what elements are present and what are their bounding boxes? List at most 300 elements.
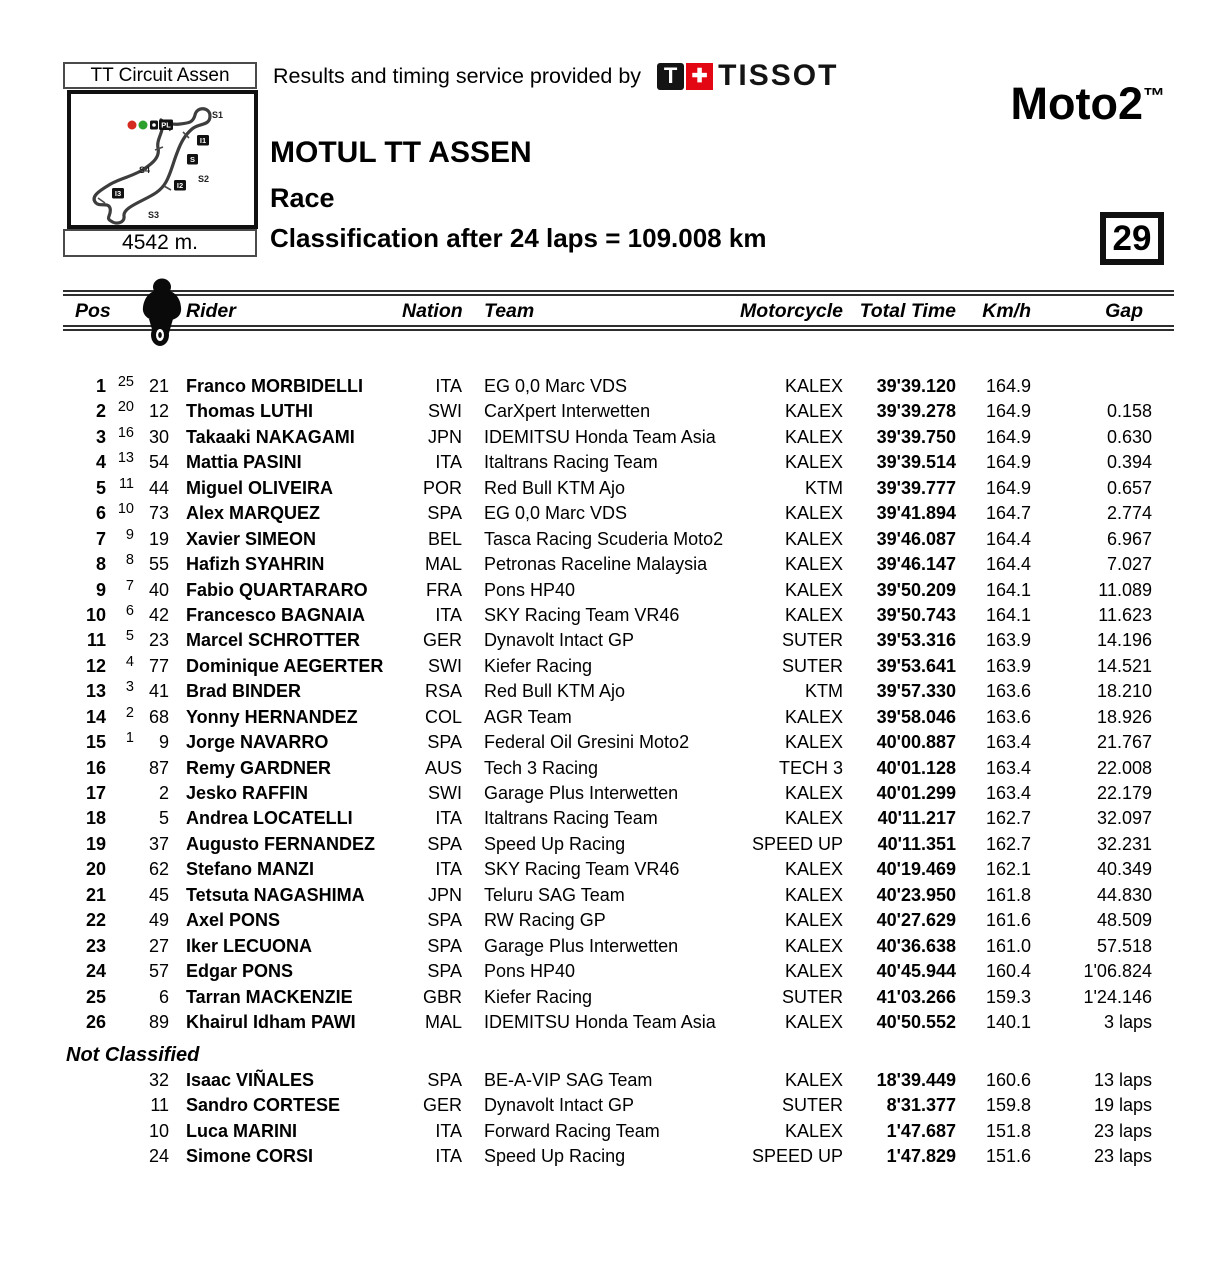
event-title: MOTUL TT ASSEN bbox=[270, 136, 532, 169]
tissot-wordmark: TISSOT bbox=[718, 59, 839, 92]
cell-motorcycle: SUTER bbox=[781, 1095, 843, 1116]
cell-team: Dynavolt Intact GP bbox=[484, 630, 635, 651]
cell-position: 4 bbox=[95, 452, 106, 473]
cell-rider-name: Xavier SIMEON bbox=[186, 528, 317, 549]
cell-total-time: 39'46.087 bbox=[876, 528, 956, 549]
cell-points bbox=[106, 1115, 134, 1140]
cell-total-time: 40'11.351 bbox=[877, 833, 956, 854]
table-header-row bbox=[63, 296, 1174, 326]
cell-points: 8 bbox=[125, 552, 134, 569]
table-row bbox=[63, 806, 1174, 831]
svg-text:I3: I3 bbox=[114, 189, 122, 198]
cell-rider-name: Yonny HERNANDEZ bbox=[186, 706, 358, 727]
cell-kmh: 160.6 bbox=[985, 1070, 1031, 1090]
cell-team: BE-A-VIP SAG Team bbox=[484, 1070, 653, 1090]
cell-team: Dynavolt Intact GP bbox=[484, 1095, 635, 1116]
cell-position: 10 bbox=[85, 604, 106, 625]
cell-rider-number: 2 bbox=[158, 783, 169, 803]
table-row bbox=[63, 399, 1174, 424]
cell-gap: 11.623 bbox=[1098, 604, 1152, 625]
header-team: Team bbox=[484, 300, 535, 322]
cell-kmh: 162.1 bbox=[985, 859, 1031, 880]
cell-motorcycle: KALEX bbox=[784, 503, 843, 524]
cell-rider-name: Miguel OLIVEIRA bbox=[186, 477, 334, 498]
cell-motorcycle: KALEX bbox=[784, 1120, 843, 1141]
table-row bbox=[63, 934, 1174, 959]
cell-rider-name: Edgar PONS bbox=[186, 961, 294, 982]
table-row bbox=[63, 832, 1174, 857]
cell-team: Italtrans Racing Team bbox=[484, 452, 658, 473]
cell-motorcycle: TECH 3 bbox=[778, 757, 843, 778]
table-row bbox=[63, 985, 1174, 1010]
intermediate-3-label bbox=[112, 188, 124, 199]
cell-position: 23 bbox=[85, 935, 106, 956]
cell-kmh: 164.9 bbox=[985, 401, 1031, 422]
cell-points bbox=[106, 1064, 134, 1089]
cell-total-time: 40'19.469 bbox=[876, 859, 956, 880]
cell-nation: JPN bbox=[427, 884, 462, 905]
table-row bbox=[63, 908, 1174, 933]
table-row bbox=[63, 959, 1174, 984]
sector-2-label: S2 bbox=[198, 174, 210, 184]
cell-kmh: 159.8 bbox=[985, 1095, 1031, 1116]
cell-rider-number: 24 bbox=[148, 1146, 169, 1167]
cell-kmh: 163.4 bbox=[985, 783, 1031, 803]
cell-team: Garage Plus Interwetten bbox=[484, 935, 679, 956]
cell-kmh: 140.1 bbox=[985, 1011, 1031, 1032]
intermediate-2-label bbox=[174, 180, 186, 191]
table-row bbox=[63, 1068, 1174, 1093]
cell-kmh: 163.9 bbox=[985, 630, 1031, 651]
cell-kmh: 162.7 bbox=[985, 833, 1031, 854]
cell-motorcycle: SUTER bbox=[781, 655, 843, 676]
cell-kmh: 163.4 bbox=[985, 732, 1031, 753]
cell-rider-name: Thomas LUTHI bbox=[186, 401, 314, 422]
cell-nation: FRA bbox=[426, 579, 462, 600]
cell-rider-name: Mattia PASINI bbox=[186, 452, 302, 473]
cell-total-time: 40'01.128 bbox=[876, 757, 956, 778]
cell-kmh: 151.8 bbox=[985, 1120, 1031, 1141]
header-nation: Nation bbox=[402, 300, 463, 322]
table-row bbox=[63, 756, 1174, 781]
table-row bbox=[63, 1144, 1174, 1169]
cell-kmh: 164.9 bbox=[985, 452, 1031, 473]
cell-motorcycle: KALEX bbox=[784, 452, 843, 473]
cell-position: 25 bbox=[85, 986, 106, 1007]
cell-rider-number: 45 bbox=[148, 884, 169, 905]
sector-3-label: S3 bbox=[148, 210, 160, 220]
cell-rider-number: 41 bbox=[148, 681, 169, 702]
cell-kmh: 164.9 bbox=[985, 426, 1031, 447]
cell-position: 17 bbox=[85, 783, 106, 803]
cell-position bbox=[63, 1119, 106, 1144]
cell-motorcycle: KALEX bbox=[784, 910, 843, 931]
cell-gap: 32.097 bbox=[1096, 808, 1152, 829]
cell-motorcycle: KALEX bbox=[784, 554, 843, 575]
cell-total-time: 40'27.629 bbox=[876, 910, 956, 931]
cell-rider-number: 49 bbox=[148, 910, 169, 931]
cell-kmh: 164.9 bbox=[985, 477, 1031, 498]
cell-kmh: 164.4 bbox=[985, 554, 1031, 575]
track-length-box bbox=[63, 229, 257, 257]
cell-rider-number: 55 bbox=[148, 554, 169, 575]
cell-gap: 14.521 bbox=[1096, 655, 1152, 676]
cell-motorcycle: KALEX bbox=[784, 859, 843, 880]
cell-nation: BEL bbox=[427, 528, 462, 549]
cell-nation: SWI bbox=[428, 401, 462, 422]
cell-position: 1 bbox=[95, 376, 106, 396]
cell-rider-number: 77 bbox=[148, 655, 169, 676]
cell-team: EG 0,0 Marc VDS bbox=[484, 503, 628, 524]
cell-position bbox=[63, 1068, 106, 1093]
cell-points: 7 bbox=[125, 577, 134, 594]
cell-points: 2 bbox=[125, 704, 134, 721]
cell-rider-name: Marcel SCHROTTER bbox=[186, 630, 361, 651]
cell-kmh: 151.6 bbox=[985, 1146, 1031, 1167]
cell-team: Tech 3 Racing bbox=[484, 757, 599, 778]
table-row bbox=[63, 1010, 1174, 1035]
cell-gap: 1'06.824 bbox=[1083, 961, 1152, 982]
cell-position: 21 bbox=[85, 884, 106, 905]
cell-nation: SPA bbox=[427, 961, 462, 982]
cell-rider-number: 40 bbox=[148, 579, 169, 600]
cell-points bbox=[106, 930, 134, 955]
cell-team: Teluru SAG Team bbox=[484, 884, 625, 905]
motorcycle-rider-icon bbox=[135, 277, 187, 347]
cell-team: Garage Plus Interwetten bbox=[484, 783, 679, 803]
cell-rider-name: Jesko RAFFIN bbox=[186, 783, 309, 803]
cell-team: Italtrans Racing Team bbox=[484, 808, 658, 829]
cell-kmh: 164.9 bbox=[985, 376, 1031, 396]
cell-points bbox=[106, 752, 134, 777]
cell-motorcycle: KALEX bbox=[784, 376, 843, 396]
cell-total-time: 39'39.750 bbox=[876, 426, 956, 447]
cell-rider-name: Stefano MANZI bbox=[186, 859, 314, 880]
cell-team: Pons HP40 bbox=[484, 579, 576, 600]
cell-total-time: 40'36.638 bbox=[876, 935, 956, 956]
cell-total-time: 18'39.449 bbox=[876, 1070, 956, 1090]
cell-points: 4 bbox=[125, 653, 134, 670]
race-number-box bbox=[1100, 212, 1164, 265]
table-row bbox=[63, 679, 1174, 704]
pitlane-label bbox=[159, 120, 173, 131]
cell-team: CarXpert Interwetten bbox=[484, 401, 651, 422]
cell-total-time: 39'53.316 bbox=[876, 630, 956, 651]
cell-motorcycle: KALEX bbox=[784, 732, 843, 753]
cell-rider-name: Remy GARDNER bbox=[186, 757, 332, 778]
table-row bbox=[63, 705, 1174, 730]
cell-rider-number: 57 bbox=[148, 961, 169, 982]
cell-nation: COL bbox=[424, 706, 462, 727]
cell-nation: SPA bbox=[427, 732, 462, 753]
cell-kmh: 163.4 bbox=[985, 757, 1031, 778]
cell-motorcycle: KTM bbox=[805, 681, 843, 702]
cell-rider-name: Luca MARINI bbox=[186, 1120, 298, 1141]
cell-motorcycle: SPEED UP bbox=[751, 833, 843, 854]
cell-points: 6 bbox=[125, 602, 134, 619]
cell-rider-name: Brad BINDER bbox=[186, 681, 302, 702]
cell-nation: JPN bbox=[427, 426, 462, 447]
cell-nation: GBR bbox=[422, 986, 462, 1007]
cell-kmh: 160.4 bbox=[985, 961, 1031, 982]
race-number: 29 bbox=[1112, 218, 1152, 258]
cell-total-time: 39'50.209 bbox=[876, 579, 956, 600]
cell-nation: ITA bbox=[435, 808, 462, 829]
cell-gap: 13 laps bbox=[1093, 1070, 1152, 1090]
cell-total-time: 39'39.278 bbox=[876, 401, 956, 422]
table-row bbox=[63, 450, 1174, 475]
cell-motorcycle: KALEX bbox=[784, 706, 843, 727]
cell-rider-name: Axel PONS bbox=[186, 910, 281, 931]
cell-total-time: 41'03.266 bbox=[876, 986, 956, 1007]
cell-position: 19 bbox=[85, 833, 106, 854]
cell-rider-number: 30 bbox=[148, 426, 169, 447]
cell-gap: 19 laps bbox=[1093, 1095, 1152, 1116]
cell-gap: 23 laps bbox=[1093, 1120, 1152, 1141]
cell-points bbox=[106, 879, 134, 904]
tissot-cross-icon: ✚ bbox=[686, 63, 713, 90]
cell-points bbox=[106, 802, 134, 827]
cell-position: 14 bbox=[85, 706, 106, 727]
cell-team: RW Racing GP bbox=[484, 910, 606, 931]
cell-points bbox=[106, 1006, 134, 1031]
cell-position: 24 bbox=[85, 961, 106, 982]
cell-nation: AUS bbox=[424, 757, 462, 778]
header-gap: Gap bbox=[1105, 300, 1143, 322]
cell-nation: SPA bbox=[427, 833, 462, 854]
cell-motorcycle: KALEX bbox=[784, 1070, 843, 1090]
cell-total-time: 40'11.217 bbox=[877, 808, 956, 829]
cell-total-time: 39'57.330 bbox=[876, 681, 956, 702]
track-map-box bbox=[67, 90, 258, 229]
cell-rider-number: 27 bbox=[148, 935, 169, 956]
cell-total-time: 40'00.887 bbox=[876, 732, 956, 753]
cell-points: 5 bbox=[125, 628, 134, 645]
cell-rider-name: Simone CORSI bbox=[186, 1146, 314, 1167]
table-row bbox=[63, 425, 1174, 450]
cell-gap: 0.630 bbox=[1106, 426, 1152, 447]
cell-position: 13 bbox=[85, 681, 106, 702]
cell-rider-number: 68 bbox=[148, 706, 169, 727]
header-pos: Pos bbox=[75, 300, 111, 322]
cell-rider-number: 54 bbox=[148, 452, 169, 473]
cell-team: Speed Up Racing bbox=[484, 1146, 626, 1167]
cell-points: 16 bbox=[117, 424, 134, 441]
cell-points: 10 bbox=[117, 501, 134, 518]
cell-rider-number: 89 bbox=[148, 1011, 169, 1032]
classified-results bbox=[63, 374, 1174, 1035]
cell-points bbox=[106, 955, 134, 980]
cell-points: 1 bbox=[125, 730, 134, 747]
cell-position bbox=[63, 1144, 106, 1169]
cell-points: 13 bbox=[117, 450, 134, 467]
table-row bbox=[63, 374, 1174, 399]
cell-points bbox=[106, 828, 134, 853]
cell-team: SKY Racing Team VR46 bbox=[484, 604, 680, 625]
cell-rider-name: Fabio QUARTARARO bbox=[186, 579, 368, 600]
sector-4-label: S4 bbox=[139, 165, 151, 175]
cell-rider-number: 87 bbox=[148, 757, 169, 778]
cell-nation: ITA bbox=[435, 452, 462, 473]
cell-team: Kiefer Racing bbox=[484, 986, 593, 1007]
cell-team: Kiefer Racing bbox=[484, 655, 593, 676]
cell-rider-name: Francesco BAGNAIA bbox=[186, 604, 366, 625]
speed-trap-label bbox=[187, 154, 198, 165]
cell-team: AGR Team bbox=[484, 706, 572, 727]
circuit-name: TT Circuit Assen bbox=[90, 64, 230, 86]
header-rider: Rider bbox=[186, 300, 236, 322]
cell-nation: GER bbox=[422, 630, 462, 651]
svg-text:I2: I2 bbox=[176, 181, 184, 190]
cell-nation: ITA bbox=[435, 859, 462, 880]
provided-by-text: Results and timing service provided by bbox=[273, 63, 642, 88]
cell-points: 3 bbox=[125, 679, 134, 696]
cell-points: 9 bbox=[125, 526, 134, 543]
cell-rider-name: Andrea LOCATELLI bbox=[186, 808, 353, 829]
table-row bbox=[63, 654, 1174, 679]
cell-gap: 3 laps bbox=[1103, 1011, 1152, 1032]
cell-nation: SPA bbox=[427, 910, 462, 931]
cell-team: Pons HP40 bbox=[484, 961, 576, 982]
cell-rider-number: 21 bbox=[148, 376, 169, 396]
cell-total-time: 40'45.944 bbox=[876, 961, 956, 982]
cell-total-time: 39'39.120 bbox=[876, 376, 956, 396]
cell-gap: 44.830 bbox=[1096, 884, 1152, 905]
session-title: Race bbox=[270, 183, 335, 213]
cell-team: Forward Racing Team bbox=[484, 1120, 660, 1141]
cell-points bbox=[106, 904, 134, 929]
table-row bbox=[63, 1119, 1174, 1144]
cell-position: 18 bbox=[85, 808, 106, 829]
cell-team: IDEMITSU Honda Team Asia bbox=[484, 426, 716, 447]
cell-position: 20 bbox=[85, 859, 106, 880]
cell-motorcycle: KALEX bbox=[784, 604, 843, 625]
cell-rider-name: Tarran MACKENZIE bbox=[186, 986, 353, 1007]
cell-rider-name: Iker LECUONA bbox=[186, 935, 313, 956]
cell-rider-number: 9 bbox=[158, 732, 169, 753]
cell-team: Tasca Racing Scuderia Moto2 bbox=[484, 528, 724, 549]
cell-motorcycle: KTM bbox=[805, 477, 843, 498]
cell-total-time: 1'47.687 bbox=[886, 1120, 956, 1141]
cell-nation: ITA bbox=[435, 604, 462, 625]
cell-rider-name: Isaac VIÑALES bbox=[186, 1070, 315, 1090]
cell-nation: MAL bbox=[424, 554, 462, 575]
cell-total-time: 39'39.777 bbox=[876, 477, 956, 498]
cell-rider-name: Alex MARQUEZ bbox=[186, 503, 321, 524]
intermediate-1-label bbox=[197, 135, 209, 146]
cell-gap: 0.394 bbox=[1106, 452, 1152, 473]
tissot-t-icon: T bbox=[657, 63, 684, 90]
svg-text:I1: I1 bbox=[199, 136, 207, 145]
cell-kmh: 161.6 bbox=[985, 910, 1031, 931]
not-classified-label: Not Classified bbox=[66, 1044, 200, 1066]
cell-gap: 18.210 bbox=[1096, 681, 1152, 702]
cell-rider-number: 12 bbox=[148, 401, 169, 422]
cell-rider-name: Tetsuta NAGASHIMA bbox=[186, 884, 365, 905]
header-total-time: Total Time bbox=[859, 300, 956, 322]
cell-gap: 7.027 bbox=[1106, 554, 1152, 575]
sector-1-label: S1 bbox=[212, 110, 224, 120]
cell-gap: 1'24.146 bbox=[1083, 986, 1152, 1007]
cell-total-time: 39'58.046 bbox=[876, 706, 956, 727]
cell-nation: SPA bbox=[427, 935, 462, 956]
cell-gap: 32.231 bbox=[1096, 833, 1152, 854]
start-light-red-icon bbox=[128, 121, 137, 130]
cell-position: 15 bbox=[85, 732, 106, 753]
start-light-green-icon bbox=[139, 121, 148, 130]
cell-kmh: 164.4 bbox=[985, 528, 1031, 549]
cell-position: 8 bbox=[95, 554, 106, 575]
cell-team: Federal Oil Gresini Moto2 bbox=[484, 732, 690, 753]
cell-gap: 40.349 bbox=[1096, 859, 1152, 880]
table-row bbox=[63, 552, 1174, 577]
cell-rider-name: Takaaki NAKAGAMI bbox=[186, 426, 355, 447]
track-map bbox=[71, 94, 254, 225]
track-length: 4542 m. bbox=[122, 231, 198, 254]
table-row bbox=[63, 857, 1174, 882]
cell-gap: 14.196 bbox=[1096, 630, 1152, 651]
cell-gap: 0.158 bbox=[1106, 401, 1152, 422]
table-row bbox=[63, 527, 1174, 552]
cell-team: EG 0,0 Marc VDS bbox=[484, 376, 628, 396]
cell-rider-number: 6 bbox=[158, 986, 169, 1007]
classification-line: Classification after 24 laps = 109.008 km bbox=[270, 223, 767, 253]
cell-points: 25 bbox=[117, 374, 134, 390]
cell-points: 11 bbox=[118, 475, 134, 492]
cell-nation: ITA bbox=[435, 376, 462, 396]
cell-rider-name: Dominique AEGERTER bbox=[186, 655, 384, 676]
cell-nation: SPA bbox=[427, 503, 462, 524]
cell-position: 12 bbox=[85, 655, 106, 676]
cell-rider-number: 37 bbox=[148, 833, 169, 854]
cell-rider-number: 19 bbox=[148, 528, 169, 549]
table-row bbox=[63, 730, 1174, 755]
cell-position: 6 bbox=[95, 503, 106, 524]
table-row bbox=[63, 578, 1174, 603]
cell-gap: 22.008 bbox=[1096, 757, 1152, 778]
cell-points bbox=[106, 777, 134, 802]
cell-team: Red Bull KTM Ajo bbox=[484, 477, 626, 498]
cell-total-time: 1'47.829 bbox=[886, 1146, 956, 1167]
cell-motorcycle: KALEX bbox=[784, 961, 843, 982]
cell-position: 9 bbox=[95, 579, 106, 600]
timing-service-line bbox=[273, 60, 838, 92]
cell-kmh: 162.7 bbox=[985, 808, 1031, 829]
cell-gap: 23 laps bbox=[1093, 1146, 1152, 1167]
cell-kmh: 161.8 bbox=[985, 884, 1031, 905]
cell-motorcycle: KALEX bbox=[784, 401, 843, 422]
cell-rider-number: 73 bbox=[148, 503, 169, 524]
cell-position: 2 bbox=[95, 401, 106, 422]
cell-position bbox=[63, 1093, 106, 1118]
cell-rider-number: 62 bbox=[148, 859, 169, 880]
cell-gap: 48.509 bbox=[1096, 910, 1152, 931]
cell-total-time: 40'01.299 bbox=[876, 783, 956, 803]
table-row bbox=[63, 781, 1174, 806]
cell-kmh: 164.1 bbox=[985, 604, 1031, 625]
cell-rider-name: Franco MORBIDELLI bbox=[186, 376, 364, 396]
cell-total-time: 40'50.552 bbox=[876, 1011, 956, 1032]
cell-motorcycle: KALEX bbox=[784, 426, 843, 447]
not-classified-results bbox=[63, 1068, 1174, 1170]
cell-points bbox=[106, 853, 134, 878]
class-title: Moto2™ bbox=[1010, 78, 1164, 129]
header-kmh: Km/h bbox=[982, 300, 1031, 322]
circuit-name-box bbox=[63, 62, 257, 89]
cell-total-time: 39'46.147 bbox=[876, 554, 956, 575]
cell-total-time: 39'41.894 bbox=[876, 503, 956, 524]
cell-kmh: 164.7 bbox=[985, 503, 1031, 524]
